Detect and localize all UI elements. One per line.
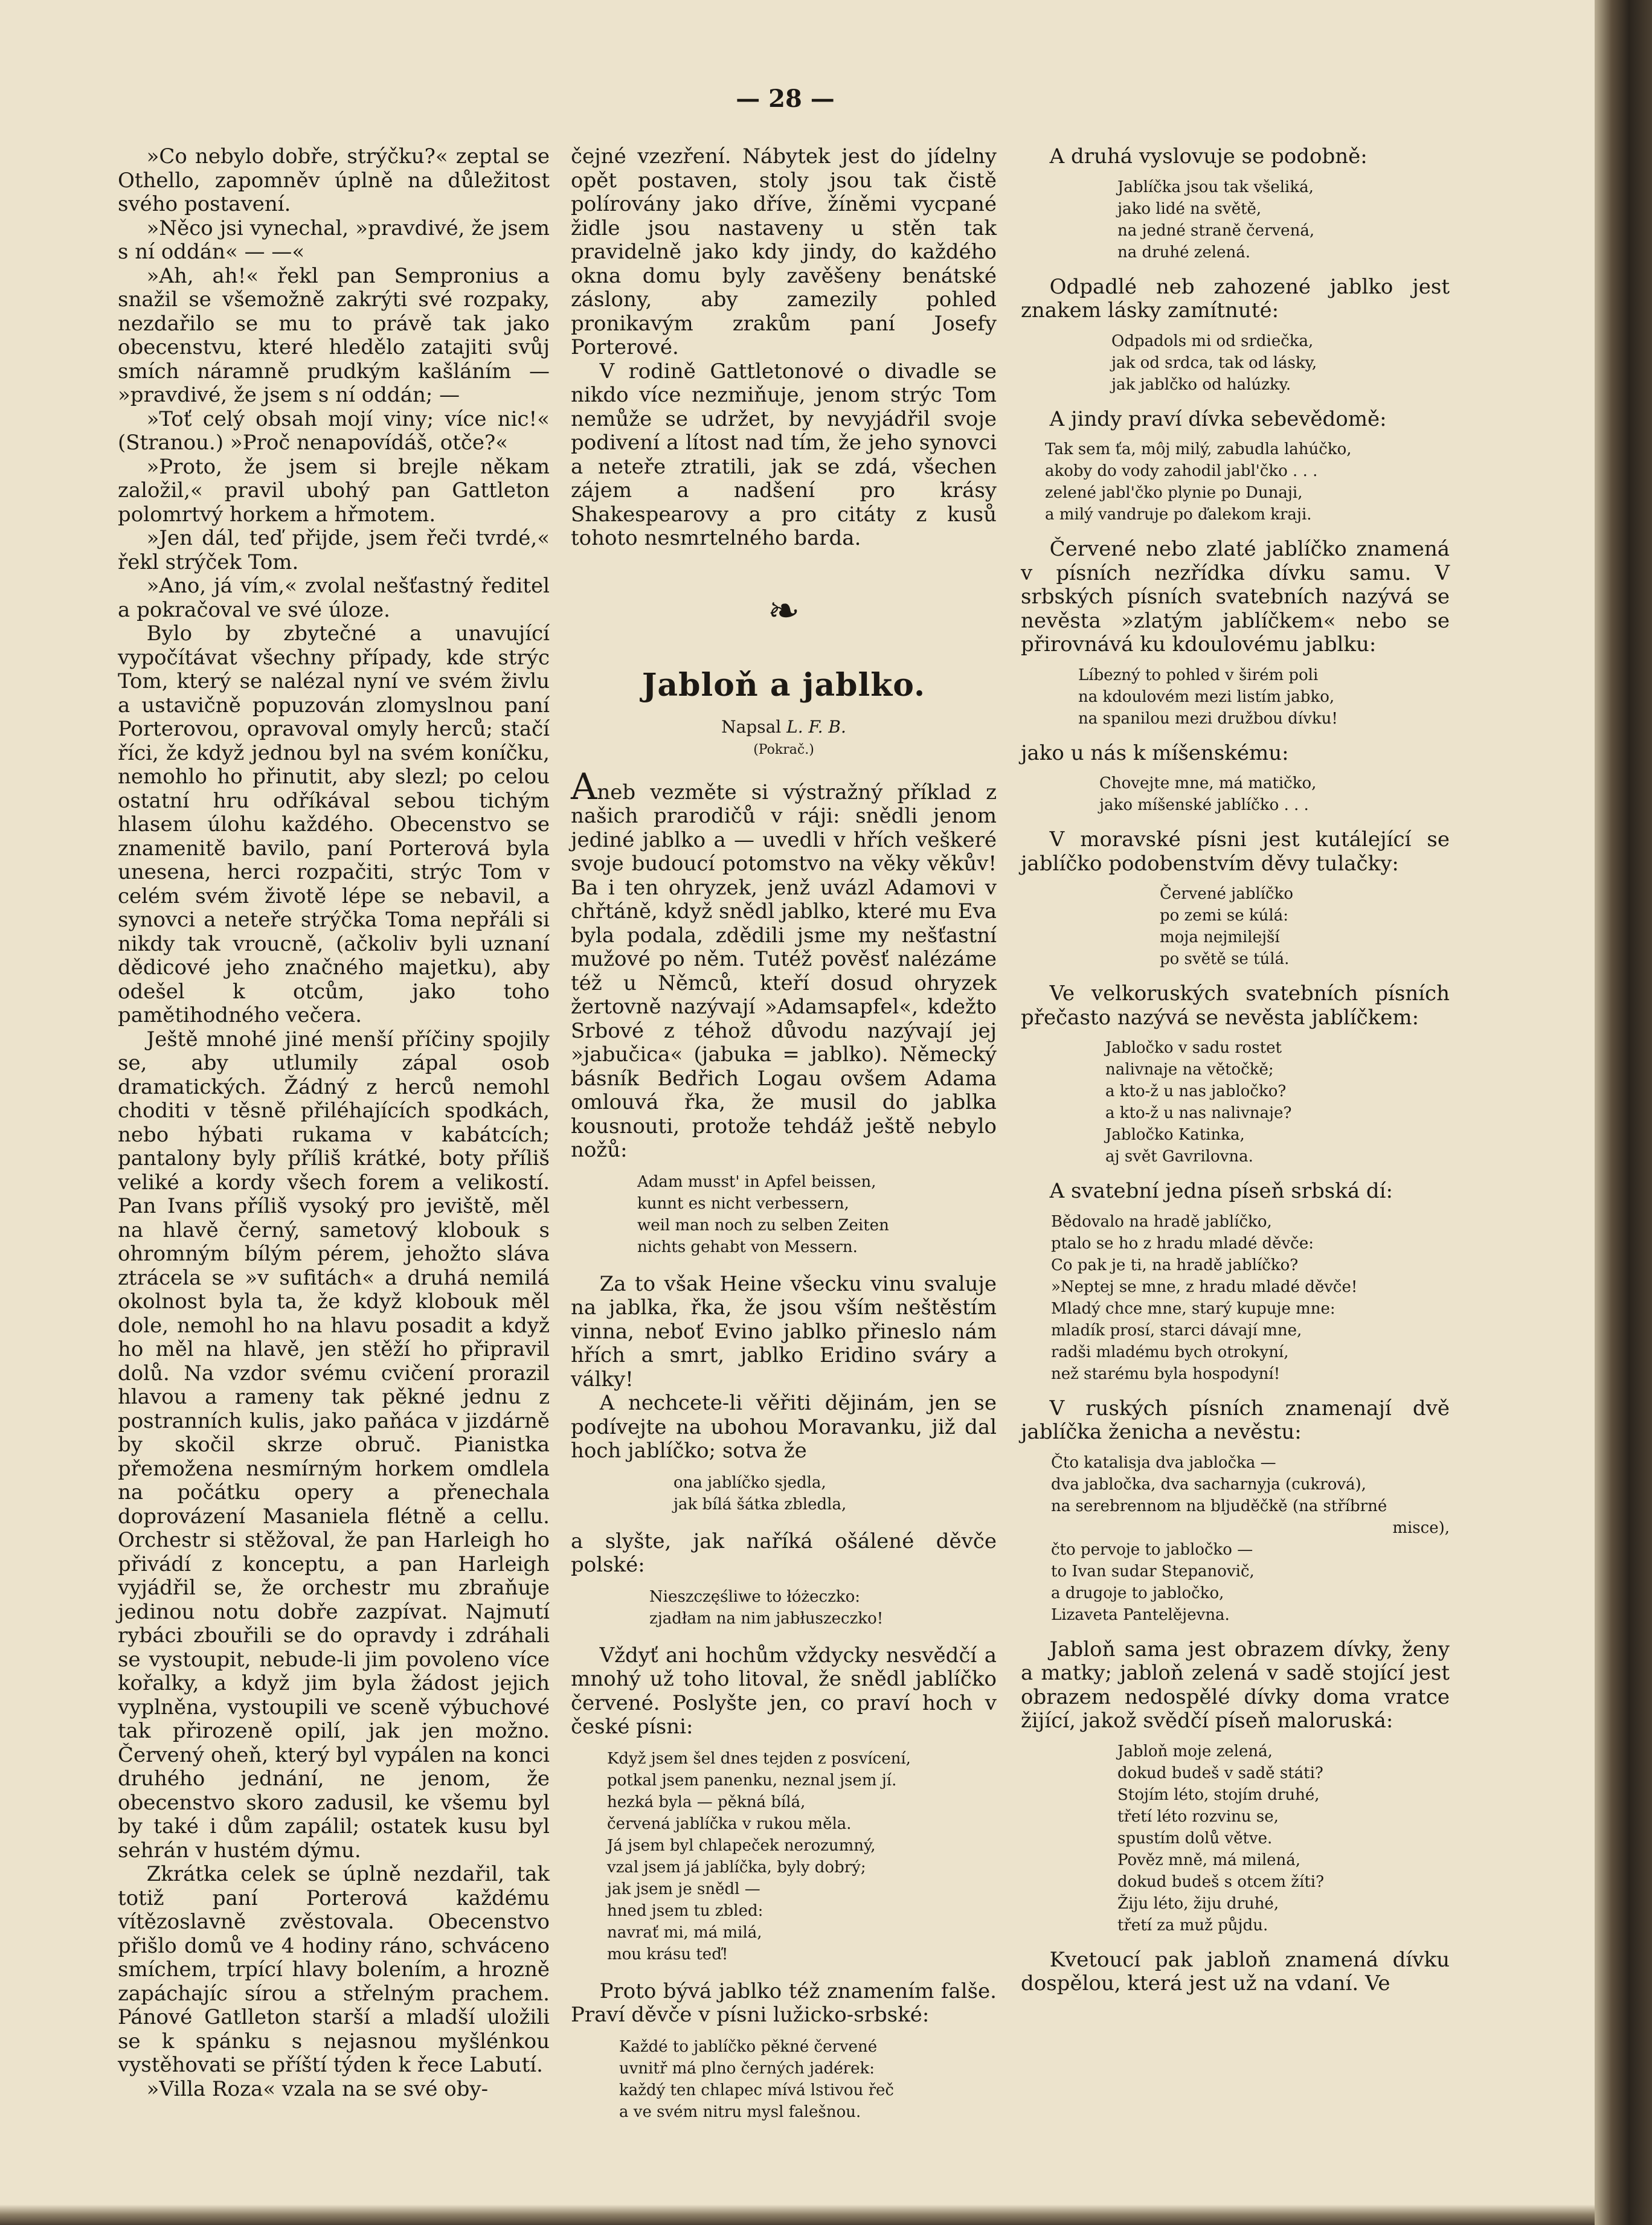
byline bbox=[571, 715, 997, 739]
paragraph: A nechcete-li věřiti dějinám, jen se podívejte na ubohou Moravanku, již dal hoch jablíčko; sotva že bbox=[571, 1391, 997, 1463]
verse bbox=[1021, 664, 1450, 730]
verse-lusatian bbox=[571, 2036, 997, 2123]
verse-line: na druhé zelená. bbox=[1117, 243, 1251, 262]
verse-line: červená jablíčka v rukou měla. bbox=[607, 1814, 852, 1833]
verse-line: »Neptej se mne, z hradu mladé děvče! bbox=[1051, 1277, 1358, 1296]
verse-line: na serebrennom na bljuděčkě (na stříbrné bbox=[1051, 1497, 1387, 1515]
verse-line: třetí za muž půjdu. bbox=[1117, 1916, 1268, 1934]
verse-line: Adam musst' in Apfel beissen, bbox=[637, 1172, 876, 1191]
verse bbox=[1021, 1452, 1450, 1626]
verse-line: weil man noch zu selben Zeiten bbox=[637, 1216, 889, 1235]
verse-line: jak od srdca, tak od lásky, bbox=[1111, 353, 1317, 372]
verse-line: a kto-ž u nas jabločko? bbox=[1105, 1082, 1287, 1100]
verse-line: Červené jablíčko bbox=[1160, 885, 1293, 903]
verse bbox=[1021, 330, 1450, 396]
paragraph: Kvetoucí pak jabloň znamená dívku dospělou, která jest už na vdaní. Ve bbox=[1021, 1947, 1450, 1995]
byline-prefix: Napsal bbox=[721, 716, 782, 737]
paragraph: »Jen dál, teď přijde, jsem řeči tvrdé,« řekl strýček Tom. bbox=[118, 526, 550, 574]
paragraph: Ve velkoruských svatebních písních přečasto nazývá se nevěsta jablíčkem: bbox=[1021, 981, 1450, 1030]
verse-line: aj svět Gavrilovna. bbox=[1105, 1148, 1253, 1166]
paragraph: Jabloň sama jest obrazem dívky, ženy a matky; jabloň zelená v sadě stojící jest obrazem nedospělé dívky doma vratce žijící, jakož svědčí píseň maloruská: bbox=[1021, 1637, 1450, 1733]
intro-text: neb vezměte si výstražný příklad z našich prarodičů v ráji: snědli jenom jediné jablko a — uvedli v hřích veškeré svoje budoucí potomstvo na věky věkův! Ba i ten ohryzek, jenž uvázl Adamovi v chřtáně, když snědl jablko, které mu Eva byla podala, zdědili jsme my nešťastní mužové po něm. Tutéž pověsť nalézáme též u Němců, kteří dosud ohryzek žertovně nazývají »Adamsapfel«, kdežto Srbové z téhož důvodu nazývají jej »jabučica« (jabuka = jablko). Německý básník Bedřich Logau ovšem Adama omlouvá řka, že musil do jablka kousnouti, protože tehdáž ještě nebylo nožů: bbox=[571, 780, 997, 1162]
article-title: Jabloň a jablko. bbox=[641, 666, 926, 704]
verse-line: Čto katalisja dva jabločka — bbox=[1051, 1453, 1276, 1472]
verse bbox=[1021, 1741, 1450, 1936]
paragraph: Za to však Heine všecku vinu svaluje na jablka, řka, že jsou vším neštěstím vinna, neboť Evino jablko přineslo nám hřích a smrt, jablko Eridino sváry a války! bbox=[571, 1271, 997, 1392]
paragraph: jako u nás k míšenskému: bbox=[1021, 740, 1289, 765]
verse-line: každý ten chlapec mívá lstivou řeč bbox=[619, 2081, 894, 2099]
verse-line: kunnt es nicht verbessern, bbox=[637, 1194, 849, 1213]
verse-moravian bbox=[571, 1472, 997, 1515]
paragraph: »Ah, ah!« řekl pan Sempronius a snažil se všemožně zakrýti své rozpaky, nezdařilo se mu to právě tak jako obecenstvu, které hledělo zatajiti svůj smích náramně prudkým kašláním — »pravdivé, že jsem s ní oddán; — bbox=[118, 263, 550, 407]
verse-line: na spanilou mezi družbou dívku! bbox=[1078, 709, 1338, 728]
paragraph: Odpadlé neb zahozené jablko jest znakem lásky zamítnuté: bbox=[1021, 274, 1450, 323]
verse-line: dokud budeš v sadě státi? bbox=[1117, 1764, 1323, 1782]
paragraph: »Něco jsi vynechal, »pravdivé, že jsem s ní oddán« — —« bbox=[118, 216, 550, 264]
verse-line: jako míšenské jablíčko . . . bbox=[1099, 796, 1309, 814]
verse-line: jak bílá šátka zbledla, bbox=[673, 1495, 847, 1514]
verse-line: mladík prosí, starci dávají mne, bbox=[1051, 1321, 1302, 1340]
paragraph: V moravské písni jest kutálející se jablíčko podobenstvím děvy tulačky: bbox=[1021, 827, 1450, 876]
paragraph: V rodině Gattletonové o divadle se nikdo více nezmiňuje, jenom strýc Tom nemůže se udržet, by nevyjádřil svoje podivení a lítost nad tím, že jeho synovci a neteře ztratili, jak se zdá, všechen zájem a nadšení pro krásy Shakespearovy a pro citáty z kusů tohoto nesmrtelného barda. bbox=[571, 359, 997, 550]
verse-line: Já jsem byl chlapeček nerozumný, bbox=[607, 1836, 876, 1855]
drop-cap: A bbox=[571, 765, 597, 808]
verse-logau bbox=[571, 1171, 997, 1258]
verse-czech bbox=[571, 1748, 997, 1965]
verse-line: nalivnaje na větočkě; bbox=[1105, 1061, 1274, 1079]
verse-line: Pověz mně, má milená, bbox=[1117, 1851, 1301, 1869]
column-1 bbox=[118, 145, 550, 2101]
verse-line: na kdoulovém mezi listím jabko, bbox=[1078, 687, 1335, 706]
verse-line: ptalo se ho z hradu mladé děvče: bbox=[1051, 1234, 1314, 1253]
verse bbox=[1021, 1211, 1450, 1385]
paragraph: Vždyť ani hochům vždycky nesvědčí a mnohý už toho litoval, že snědl jablíčko červené. Poslyšte jen, co praví hoch v české písni: bbox=[571, 1643, 997, 1739]
paragraph: Proto bývá jablko též znamením falše. Praví děvče v písni lužicko-srbské: bbox=[571, 1979, 997, 2027]
verse-line: Lizaveta Pantelějevna. bbox=[1051, 1605, 1230, 1624]
verse-line: Jabločko Katinka, bbox=[1105, 1126, 1245, 1144]
verse-line: Jabločko v sadu rostet bbox=[1105, 1039, 1282, 1057]
verse-line: Líbezný to pohled v širém poli bbox=[1078, 666, 1319, 684]
verse-line: mou krásu teď! bbox=[607, 1945, 728, 1963]
paragraph: a slyšte, jak naříká ošálené děvče polské: bbox=[571, 1529, 997, 1577]
paragraph: »Villa Roza« vzala na se své oby- bbox=[146, 2076, 489, 2101]
paragraph: čejné vzezření. Nábytek jest do jídelny opět postaven, stoly jsou tak čistě polírovány jako dříve, žíněmi vycpané židle jsou nastaveny u stěn tak pravidelně jako kdy jindy, do každého okna domu byly zavěšeny benátské záslony, aby zamezily pohled pronikavým zrakům paní Josefy Porterové. bbox=[571, 144, 997, 359]
verse-line: třetí léto rozvinu se, bbox=[1117, 1807, 1279, 1826]
paragraph: Červené nebo zlaté jablíčko znamená v písních nezřídka dívku samu. V srbských písních svatebních nazývá se nevěsta »zlatým jablíčkem« nebo se přirovnává ku kdoulovému jablku: bbox=[1021, 537, 1450, 657]
verse-line: moja nejmilejší bbox=[1160, 928, 1280, 946]
paragraph: V ruských písních znamenají dvě jablíčka ženicha a nevěstu: bbox=[1021, 1396, 1450, 1444]
continued-note: (Pokrač.) bbox=[753, 742, 814, 757]
verse-line: uvnitř má plno černých jadérek: bbox=[619, 2059, 875, 2078]
paragraph: Bylo by zbytečné a unavující vypočítávat všechny případy, kde strýc Tom, který se nalézal nyní ve svém živlu a ustavičně popuzován zlomyslnou paní Porterovou, opravoval omyly herců; stačí říci, že když jednou byl na svém koníčku, nemohlo ho přinutit, aby slezl; po celou ostatní hru odříkával sebou tichým hlasem úlohu každého. Obecenstvo se znamenitě bavilo, paní Porterová byla unesena, herci rozpačiti, strýc Tom v celém svém životě lépe se nebavil, a synovci a neteře strýčka Toma nepřáli si nikdy tak vroucně, (ačkoliv byli uznaní dědicové jeho značného majetku), aby odešel k otcům, jako toho pamětihodného večera. bbox=[118, 621, 550, 1027]
verse-line: jak jsem je snědl — bbox=[607, 1880, 760, 1898]
verse-line: čto pervoje to jabločko — bbox=[1051, 1540, 1253, 1559]
verse-line: Když jsem šel dnes tejden z posvícení, bbox=[607, 1749, 911, 1768]
verse-line: na jedné straně červená, bbox=[1117, 221, 1315, 240]
paragraph: »Toť celý obsah mojí viny; více nic!« (Stranou.) »Proč nenapovídáš, otče?« bbox=[118, 406, 550, 455]
verse-line: dokud budeš s otcem žíti? bbox=[1117, 1872, 1325, 1891]
verse-line: jak jablčko od halúzky. bbox=[1111, 375, 1291, 394]
verse-line: Co pak je ti, na hradě jablíčko? bbox=[1051, 1256, 1299, 1274]
verse-line: to Ivan sudar Stepanovič, bbox=[1051, 1562, 1255, 1581]
paragraph: »Ano, já vím,« zvolal nešťastný ředitel a pokračoval ve své úloze. bbox=[118, 574, 550, 622]
verse-line: zjadłam na nim jabłuszeczko! bbox=[649, 1609, 884, 1628]
verse-line: Bědovalo na hradě jablíčko, bbox=[1051, 1212, 1272, 1231]
verse-line: a kto-ž u nas nalivnaje? bbox=[1105, 1104, 1292, 1122]
verse bbox=[1021, 883, 1450, 970]
column-3 bbox=[1021, 145, 1450, 1996]
verse-line: ona jablíčko sjedla, bbox=[673, 1473, 826, 1492]
book-spine-gutter bbox=[1595, 0, 1652, 2225]
paragraph: A druhá vyslovuje se podobně: bbox=[1049, 144, 1368, 169]
verse-line: Žiju léto, žiju druhé, bbox=[1117, 1894, 1279, 1913]
intro-paragraph bbox=[571, 765, 997, 1163]
page-number: — 28 — bbox=[736, 85, 835, 113]
verse-line: Nieszczęśliwe to łóżeczko: bbox=[649, 1587, 860, 1606]
verse-line: Tak sem ťa, môj milý, zabudla lahúčko, bbox=[1045, 440, 1352, 458]
verse bbox=[1021, 176, 1450, 263]
verse-line: zelené jabl'čko plynie po Dunaji, bbox=[1045, 484, 1303, 502]
verse-line: misce), bbox=[1392, 1518, 1450, 1537]
verse-line: radši mladému bych otrokyní, bbox=[1051, 1343, 1289, 1361]
verse-line: navrať mi, má milá, bbox=[607, 1923, 762, 1942]
verse-line: Jabloň moje zelená, bbox=[1117, 1742, 1273, 1761]
paragraph: A svatební jedna píseň srbská dí: bbox=[1049, 1179, 1393, 1203]
verse-line: Jablíčka jsou tak všeliká, bbox=[1117, 178, 1314, 196]
paragraph: Zkrátka celek se úplně nezdařil, tak totiž paní Porterová každému vítězoslavně zvěstovala. Obecenstvo přišlo domů ve 4 hodiny ráno, schváceno smíchem, trpící hlavy bolením, a hrozně zapáchajíc sírou a střelným prachem. Pánové Gatlleton starší a mladší uložili se k spánku s nejasnou myšlénkou vystěhovati se příští týden k řece Labutí. bbox=[118, 1862, 550, 2077]
verse-line: po světě se túlá. bbox=[1160, 950, 1290, 968]
paragraph: »Co nebylo dobře, strýčku?« zeptal se Othello, zapomněv úplně na důležitost svého postavení. bbox=[118, 144, 550, 216]
verse-line: jako lidé na světě, bbox=[1117, 199, 1262, 218]
verse-line: a ve svém nitru mysl falešnou. bbox=[619, 2102, 861, 2121]
verse-line: hned jsem tu zbled: bbox=[607, 1901, 763, 1920]
page-bottom-edge bbox=[0, 2204, 1607, 2225]
column-2 bbox=[571, 145, 997, 2137]
paragraph: »Proto, že jsem si brejle někam založil,« pravil ubohý pan Gattleton polomrtvý horkem a hřmotem. bbox=[118, 454, 550, 527]
verse-line: nichts gehabt von Messern. bbox=[637, 1238, 858, 1256]
verse-line: Každé to jablíčko pěkné červené bbox=[619, 2037, 878, 2056]
verse-line: Odpadols mi od srdiečka, bbox=[1111, 332, 1314, 350]
verse bbox=[1021, 1037, 1450, 1167]
verse-line: Mladý chce mne, starý kupuje mne: bbox=[1051, 1299, 1335, 1318]
verse-line: potkal jsem panenku, neznal jsem jí. bbox=[607, 1771, 897, 1790]
verse-line: spustím dolů větve. bbox=[1117, 1829, 1273, 1848]
verse-line: po zemi se kúlá: bbox=[1160, 907, 1288, 925]
fleuron-ornament-icon: ❧ bbox=[767, 588, 800, 634]
verse-line: než starému byla hospodyní! bbox=[1051, 1364, 1281, 1383]
paragraph: Ještě mnohé jiné menší příčiny spojily se, aby utlumily zápal osob dramatických. Žádný z herců nemohl choditi v těsně přiléhajících spodkách, nebo hýbati rukama v kabátcích; pantalony byly příliš krátké, boty příliš veliké a kordy všech forem a velikostí. Pan Ivans příliš vysoký pro jeviště, měl na hlavě černý, sametový klobouk s ohromným bílým pérem, jehožto sláva ztrácela se »v sufitách« a druhá nemilá okolnost byla ta, že když klobouk měl dole, nemohl ho na hlavu posadit a když ho měl na hlavě, jen stěží ho připravil dolů. Na vzdor svému cvičení prorazil hlavou a rameny tak pěkné jednu z postranních kulis, jako paňáca v jizdárně by skočil skrze obruč. Pianistka přemožena nesmírným horkem omdlela na počátku opery a přenechala doprovázení Masaniela flétně a cellu. Orchestr si stěžoval, že pan Harleigh ho přivádí z konceptu, a pan Harleigh vyjádřil se, že orchestr mu zbraňuje jedinou notu dobře zazpívat. Najmutí rybáci zbouřili se do opravdy i zdráhali se vystoupit, nebude-li jim povoleno více kořalky, a když jim byla žádost jejich vyplněna, vystoupili ve sceně výbuchové tak přirozeně opilí, jak jen možno. Červený oheň, který byl vypálen na konci druhého jednání, ne jenom, že obecenstvo skoro zadusil, ke všemu byl by také i dům zapálil; ostatek kusu byl sehrán v hustém dýmu. bbox=[118, 1027, 550, 1863]
verse-line: vzal jsem já jablíčka, byly dobrý; bbox=[607, 1858, 866, 1877]
verse-line: hezká byla — pěkná bílá, bbox=[607, 1793, 806, 1811]
byline-author: L. F. B. bbox=[786, 716, 846, 737]
verse-polish bbox=[571, 1586, 997, 1629]
verse-line: dva jabločka, dva sacharnyja (cukrová), bbox=[1051, 1475, 1366, 1494]
verse-line: Chovejte mne, má matičko, bbox=[1099, 774, 1317, 792]
verse bbox=[1021, 772, 1450, 816]
paragraph: A jindy praví dívka sebevědomě: bbox=[1049, 406, 1387, 431]
verse-line: Stojím léto, stojím druhé, bbox=[1117, 1785, 1320, 1804]
verse-line: a drugoje to jabločko, bbox=[1051, 1584, 1224, 1602]
verse-line: akoby do vody zahodil jabl'čko . . . bbox=[1045, 462, 1318, 480]
verse-line: a milý vandruje po ďalekom kraji. bbox=[1045, 506, 1312, 524]
verse bbox=[1021, 438, 1450, 525]
